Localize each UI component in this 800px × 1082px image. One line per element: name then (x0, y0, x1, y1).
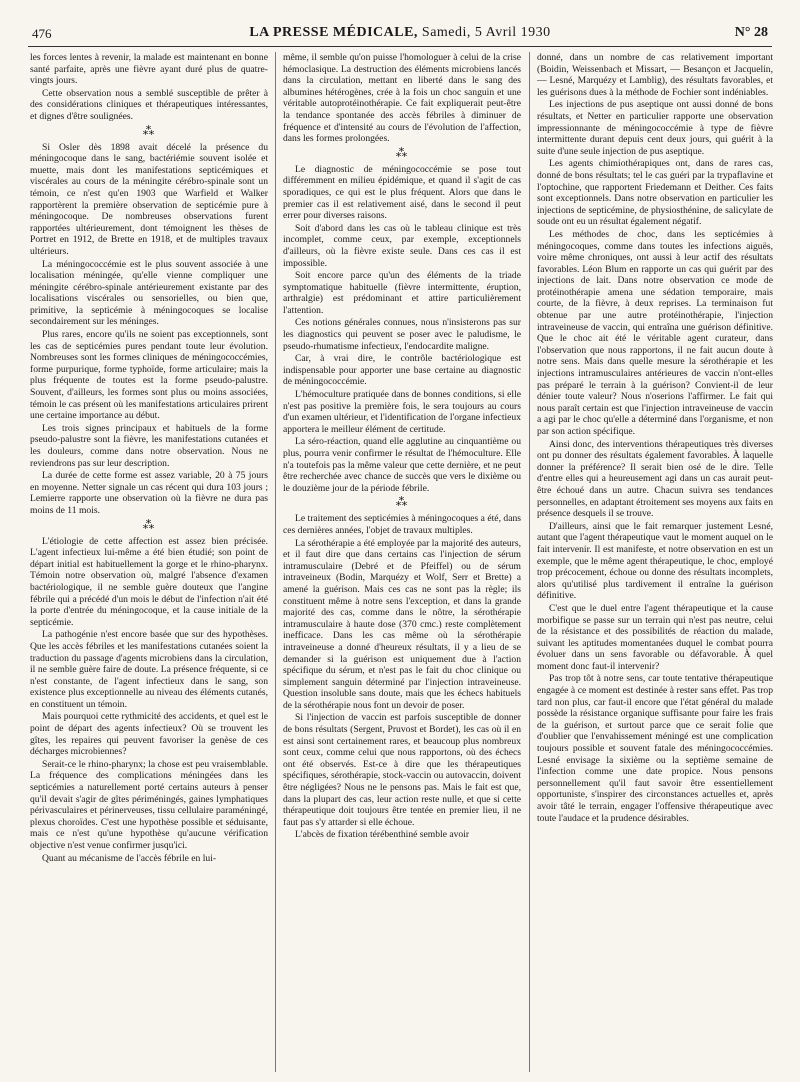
column-2 (283, 52, 521, 1077)
column-1 (30, 52, 268, 1077)
issue-number: N° 28 (734, 25, 768, 40)
paragraph: Quant au mécanisme de l'accès fébrile en lui- (42, 852, 217, 864)
paragraph: La pathogénie n'est encore basée que sur des hypothèses. Que les accès fébriles et les manifestations cutanées soient la traduction du passage d'agents microbiens dans la circulation, il ne semble guère faire de doute. La présence fréquente, si ce n'est constante, de l'agent infectieux dans le sang, son existence plus exceptionnelle au niveau des éléments cutanés, en constituent un témoin. (30, 629, 268, 710)
paragraph: C'est que le duel entre l'agent thérapeutique et la cause morbifique se passe sur un terrain qui n'est pas neutre, celui de la résistance et des possibilités de réaction du malade, suivant les aptitudes momentanées duquel le combat pourra évoluer dans un sens favorable ou défavorable. À quel moment donc faut-il intervenir? (537, 602, 773, 672)
column-3 (537, 52, 773, 1077)
paragraph: Les trois signes principaux et habituels de la forme pseudo-palustre sont la fièvre, les manifestations cutanées et les douleurs, comme dans notre observation. Nous ne reviendrons pas sur leur description. (30, 422, 268, 469)
section-separator: ⁂ (395, 495, 409, 510)
paragraph: D'ailleurs, ainsi que le fait remarquer justement Lesné, autant que l'agent thérapeutique vaut le moment auquel on le fait intervenir. Il est manifeste, et notre observation en est un exemple, que le même agent thérapeutique, le choc, employé trop précocement, échoue ou donne des résultats incomplets, alors qu'utilisé plus tardivement il entraîne la guérison définitive. (537, 520, 773, 602)
column-divider (529, 52, 530, 1072)
journal-title: LA PRESSE MÉDICALE, (249, 25, 418, 40)
page-header (28, 24, 772, 47)
paragraph: La séro-réaction, quand elle agglutine au cinquantième ou plus, pourra venir confirmer le résultat de l'hémoculture. Elle n'a toutefois pas la même valeur que cette dernière, et ne peut être recherchée avec chance de succès que vers le dixième ou le douzième jour de la période fébrile. (283, 436, 521, 494)
paragraph: donné, dans un nombre de cas relativement important (Boidin, Weissenbach et Missart, — Besançon et Jacquelin, — Lesné, Marquézy et Lamblig), des résultats favorables, et les guérisons dues à la méthode de Fochier sont indéniables. (537, 52, 773, 98)
paragraph: Soit encore parce qu'un des éléments de la triade symptomatique habituelle (fièvre intermittente, éruption, arthralgie) est prédominant et attire particulièrement l'attention. (283, 270, 521, 316)
paragraph: Plus rares, encore qu'ils ne soient pas exceptionnels, sont les cas de septicémies pures pendant toute leur évolution. Nombreuses sont les formes cliniques de méningococcémies, forme purpurique, forme typhoïde, forme articulaire; mais la plus fréquente de toutes est la forme pseudo-palustre. Souvent, d'ailleurs, les formes sont plus ou moins associées, témoin le cas présent où les manifestations articulaires prirent une certaine importance au début. (30, 329, 268, 422)
paragraph: Serait-ce le rhino-pharynx; la chose est peu vraisemblable. La fréquence des complications méningées dans les septicémies a naturellement porté certains auteurs à penser qu'il devait s'agir de gîtes périméningés, gaines lymphatiques périvasculaires et périnerveuses, tissu cellulaire paraméningé, plexus choroïdes. C'est une hypothèse possible et séduisante, mais ce n'est qu'une hypothèse qu'aucune vérification objective n'est venue confirmer jusqu'ici. (30, 758, 268, 851)
column-divider (275, 52, 276, 1072)
paragraph: Si Osler dès 1898 avait décelé la présence du méningocoque dans le sang, bactériémie souvent isolée et muette, mais dont les manifestations septicémiques et viscérales au cours de la méningite cérébro-spinale sont un témoin, ce n'est qu'en 1903 que Warfield et Walker rapportèrent la première observation de septicémie pure à méningocoque. De nombreuses observations furent rapportées ultérieurement, dont témoignent les thèses de Portret en 1912, de Brette en 1918, et de multiples travaux ultérieurs. (30, 141, 268, 257)
paragraph: La durée de cette forme est assez variable, 20 à 75 jours en moyenne. Netter signale un cas récent qui dura 103 jours ; Lemierre rapporte une observation où la fièvre ne dura pas moins de 11 mois. (30, 470, 268, 516)
paragraph: La sérothérapie a été employée par la majorité des auteurs, et il faut dire que dans certains cas l'injection de sérum intramusculaire (Debré et de Pfeiffel) ou de sérum intraveineux (Bodin, Marquézy et Wolf, Serr et Brette) a amené la guérison. Mais ces cas ne sont pas la règle; ils constituent même à notre sens l'exception, et dans la grande majorité des cas, comme dans le nôtre, la sérothérapie intramusculaire à haute dose (370 cmc.) reste complètement inefficace. Dans les cas même où la sérothérapie intraveineuse a donné d'heureux résultats, il y a lieu de se demander si la guérison est uniquement due à l'action spécifique du sérum, et n'est pas le fait du choc clinique ou simplement sanguin déterminé par l'injection intraveineuse. Question insoluble sans doute, mais que les échecs habituels de la sérothérapie nous font un devoir de poser. (283, 537, 521, 711)
paragraph: Soit d'abord dans les cas où le tableau clinique est très incomplet, comme ceux, par exemple, exceptionnels d'ailleurs, où la fièvre existe seule. Dans ces cas il est impossible. (283, 222, 521, 269)
paragraph: Le traitement des septicémies à méningocoques a été, dans ces dernières années, l'objet de travaux multiples. (283, 513, 521, 536)
section-separator: ⁂ (142, 123, 156, 138)
paragraph: L'abcès de fixation térébenthiné semble avoir (295, 829, 470, 841)
paragraph: Ces notions générales connues, nous n'insisterons pas sur les diagnostics qui peuvent se poser avec le paludisme, le pseudo-rhumatisme infectieux, l'endocardite maligne. (283, 317, 521, 352)
masthead (28, 25, 772, 41)
section-separator: ⁂ (142, 517, 156, 532)
paragraph: les forces lentes à revenir, la malade est maintenant en bonne santé parfaite, après une fièvre ayant duré plus de quatre-vingts jours. (30, 52, 268, 87)
paragraph: La méningococcémie est le plus souvent associée à une localisation méningée, qu'elle vienne compliquer une méningite cérébro-spinale antérieurement existante par des localisations viscérales ou sensorielles, ou bien que, primitive, la septicémie à méningocoques se localise secondairement sur les méninges. (30, 258, 268, 328)
paragraph: L'étiologie de cette affection est assez bien précisée. L'agent infectieux lui-même a été bien étudié; son point de départ initial est habituellement la gorge et le rhino-pharynx. Témoin notre observation où, malgré l'absence d'examen bactériologique, il ne semble guère douteux que l'angine fébrile qui a précédé d'un mois le début de l'infection n'ait été la porte d'entrée du méningocoque, et la cause initiale de la septicémie. (30, 535, 268, 628)
issue-date: Samedi, 5 Avril 1930 (421, 25, 551, 40)
paragraph: Le diagnostic de méningococcémie se pose tout différemment en milieu épidémique, et quand il s'agit de cas sporadiques, ce qui est le plus fréquent. Alors que dans le premier cas il est relativement aisé, dans le second il peut errer pour diverses raisons. (283, 163, 521, 222)
paragraph: Les agents chimiothérapiques ont, dans de rares cas, donné de bons résultats; tel le cas guéri par la trypaflavine et l'optochine, que rapportent Friedemann et Deither. Ces faits sont exceptionnels. Dans notre observation en particulier les injections de septicémine, de physiosthénine, de salicylate de soude ont eu un résultat également négatif. (537, 158, 773, 228)
paragraph: Les méthodes de choc, dans les septicémies à méningocoques, comme dans toutes les infections aiguës, voire même chroniques, ont aussi à leur actif des résultats favorables. Léon Blum en rapporte un cas qui guérit par des injections de lait. Dans notre observation ce mode de protéinothérapie amena une sédation temporaire, mais courte, de la fièvre, à deux reprises. La terminaison fut obtenue par une autre protéinothérapie, l'injection intraveineuse de vaccin, qui entraîna une guérison définitive. Que le choc ait été le véritable agent curateur, dans l'observation que nous rapportons, il ne fait aucun doute à notre sens. Mais dans quelle mesure la sérothérapie et les injections intramusculaires antérieures de vaccin n'ont-elles pas préparé le terrain à la guérison? Convient-il de leur dénier toute valeur? Nous n'oserions l'affirmer. Le fait qui nous paraît certain est que l'injection intraveineuse de vaccin a agi par le choc qu'elle a déterminé dans l'organisme, et non par son action spécifique. (537, 228, 773, 437)
page-number: 476 (32, 26, 52, 41)
paragraph: Ainsi donc, des interventions thérapeutiques très diverses ont pu donner des résultats également favorables. À laquelle donner la préférence? Il serait bien osé de le dire. Telle d'entre elles qui a heureusement agi dans un cas aurait peut-être échoué dans un autre. Chacun suivra ses tendances personnelles, en adaptant étroitement ses moyens aux faits en présence desquels il se trouve. (537, 438, 773, 520)
paragraph: Pas trop tôt à notre sens, car toute tentative thérapeutique engagée à ce moment est destinée à rester sans effet. Pas trop tard non plus, car faut-il encore que l'état général du malade possède la résistance organique suffisante pour faire les frais de la guérison, et surtout parce que ce serait folie que d'oublier que l'envahissement méningé est une complication toujours possible et souvent fatale des méningococcémies. Lesné envisage la sixième ou la septième semaine de l'infection comme une date propice. Nous pensons personnellement qu'il faut savoir être essentiellement opportuniste, s'inspirer des circonstances actuelles et, après avoir tâté le terrain, engager l'offensive thérapeutique avec toute l'audace et la prudence désirables. (537, 673, 773, 824)
paragraph: Mais pourquoi cette rythmicité des accidents, et quel est le point de départ des agents infectieux? Où se trouvent les gîtes, les repaires qui peuvent favoriser la genèse de ces décharges microbiennes? (30, 711, 268, 758)
paragraph: Car, à vrai dire, le contrôle bactériologique est indispensable pour apporter une base certaine au diagnostic de méningococcémie. (283, 353, 521, 388)
paragraph: Les injections de pus aseptique ont aussi donné de bons résultats, et Netter en particulier rapporte une observation impressionnante de méningococcémie à type de fièvre intermittente durant depuis cent deux jours, qui guérit à la suite d'une seule injection de pus aseptique. (537, 99, 773, 157)
paragraph: Si l'injection de vaccin est parfois susceptible de donner de bons résultats (Sergent, Pruvost et Bordet), les cas où il en est ainsi sont certainement rares, et beaucoup plus nombreux sont ceux, comme celui que nous rapportons, où des échecs ont été observés. Est-ce à dire que les thérapeutiques spécifiques, sérothérapie, stock-vaccin ou autovaccin, doivent être négligées? Nous ne le pensons pas. Mais le fait est que, dans la plupart des cas, leur action reste nulle, et que si cette thérapeutique doit toujours être tentée en premier lieu, il ne faut pas s'y attarder si elle échoue. (283, 712, 521, 828)
paragraph: L'hémoculture pratiquée dans de bonnes conditions, si elle n'est pas positive la première fois, le sera toujours au cours d'un examen ultérieur, et l'identification de l'organe infectieux apportera le meilleur élément de certitude. (283, 389, 521, 435)
paragraph: Cette observation nous a semblé susceptible de prêter à des considérations cliniques et thérapeutiques intéressantes, et dignes d'être soulignées. (30, 87, 268, 122)
section-separator: ⁂ (395, 145, 409, 160)
paragraph: même, il semble qu'on puisse l'homologuer à celui de la crise hémoclasique. La destruction des éléments microbiens lancés dans la circulation, mettant en liberté dans le sang des albumines hétérogènes, crée à la fois un choc sanguin et une véritable autoprotéinothérapie. Ce fait expliquerait peut-être la tendance spontanée des accès fébriles à diminuer de fréquence et d'intensité au cours de l'évolution de l'affection, dans les formes prolongées. (283, 52, 521, 145)
